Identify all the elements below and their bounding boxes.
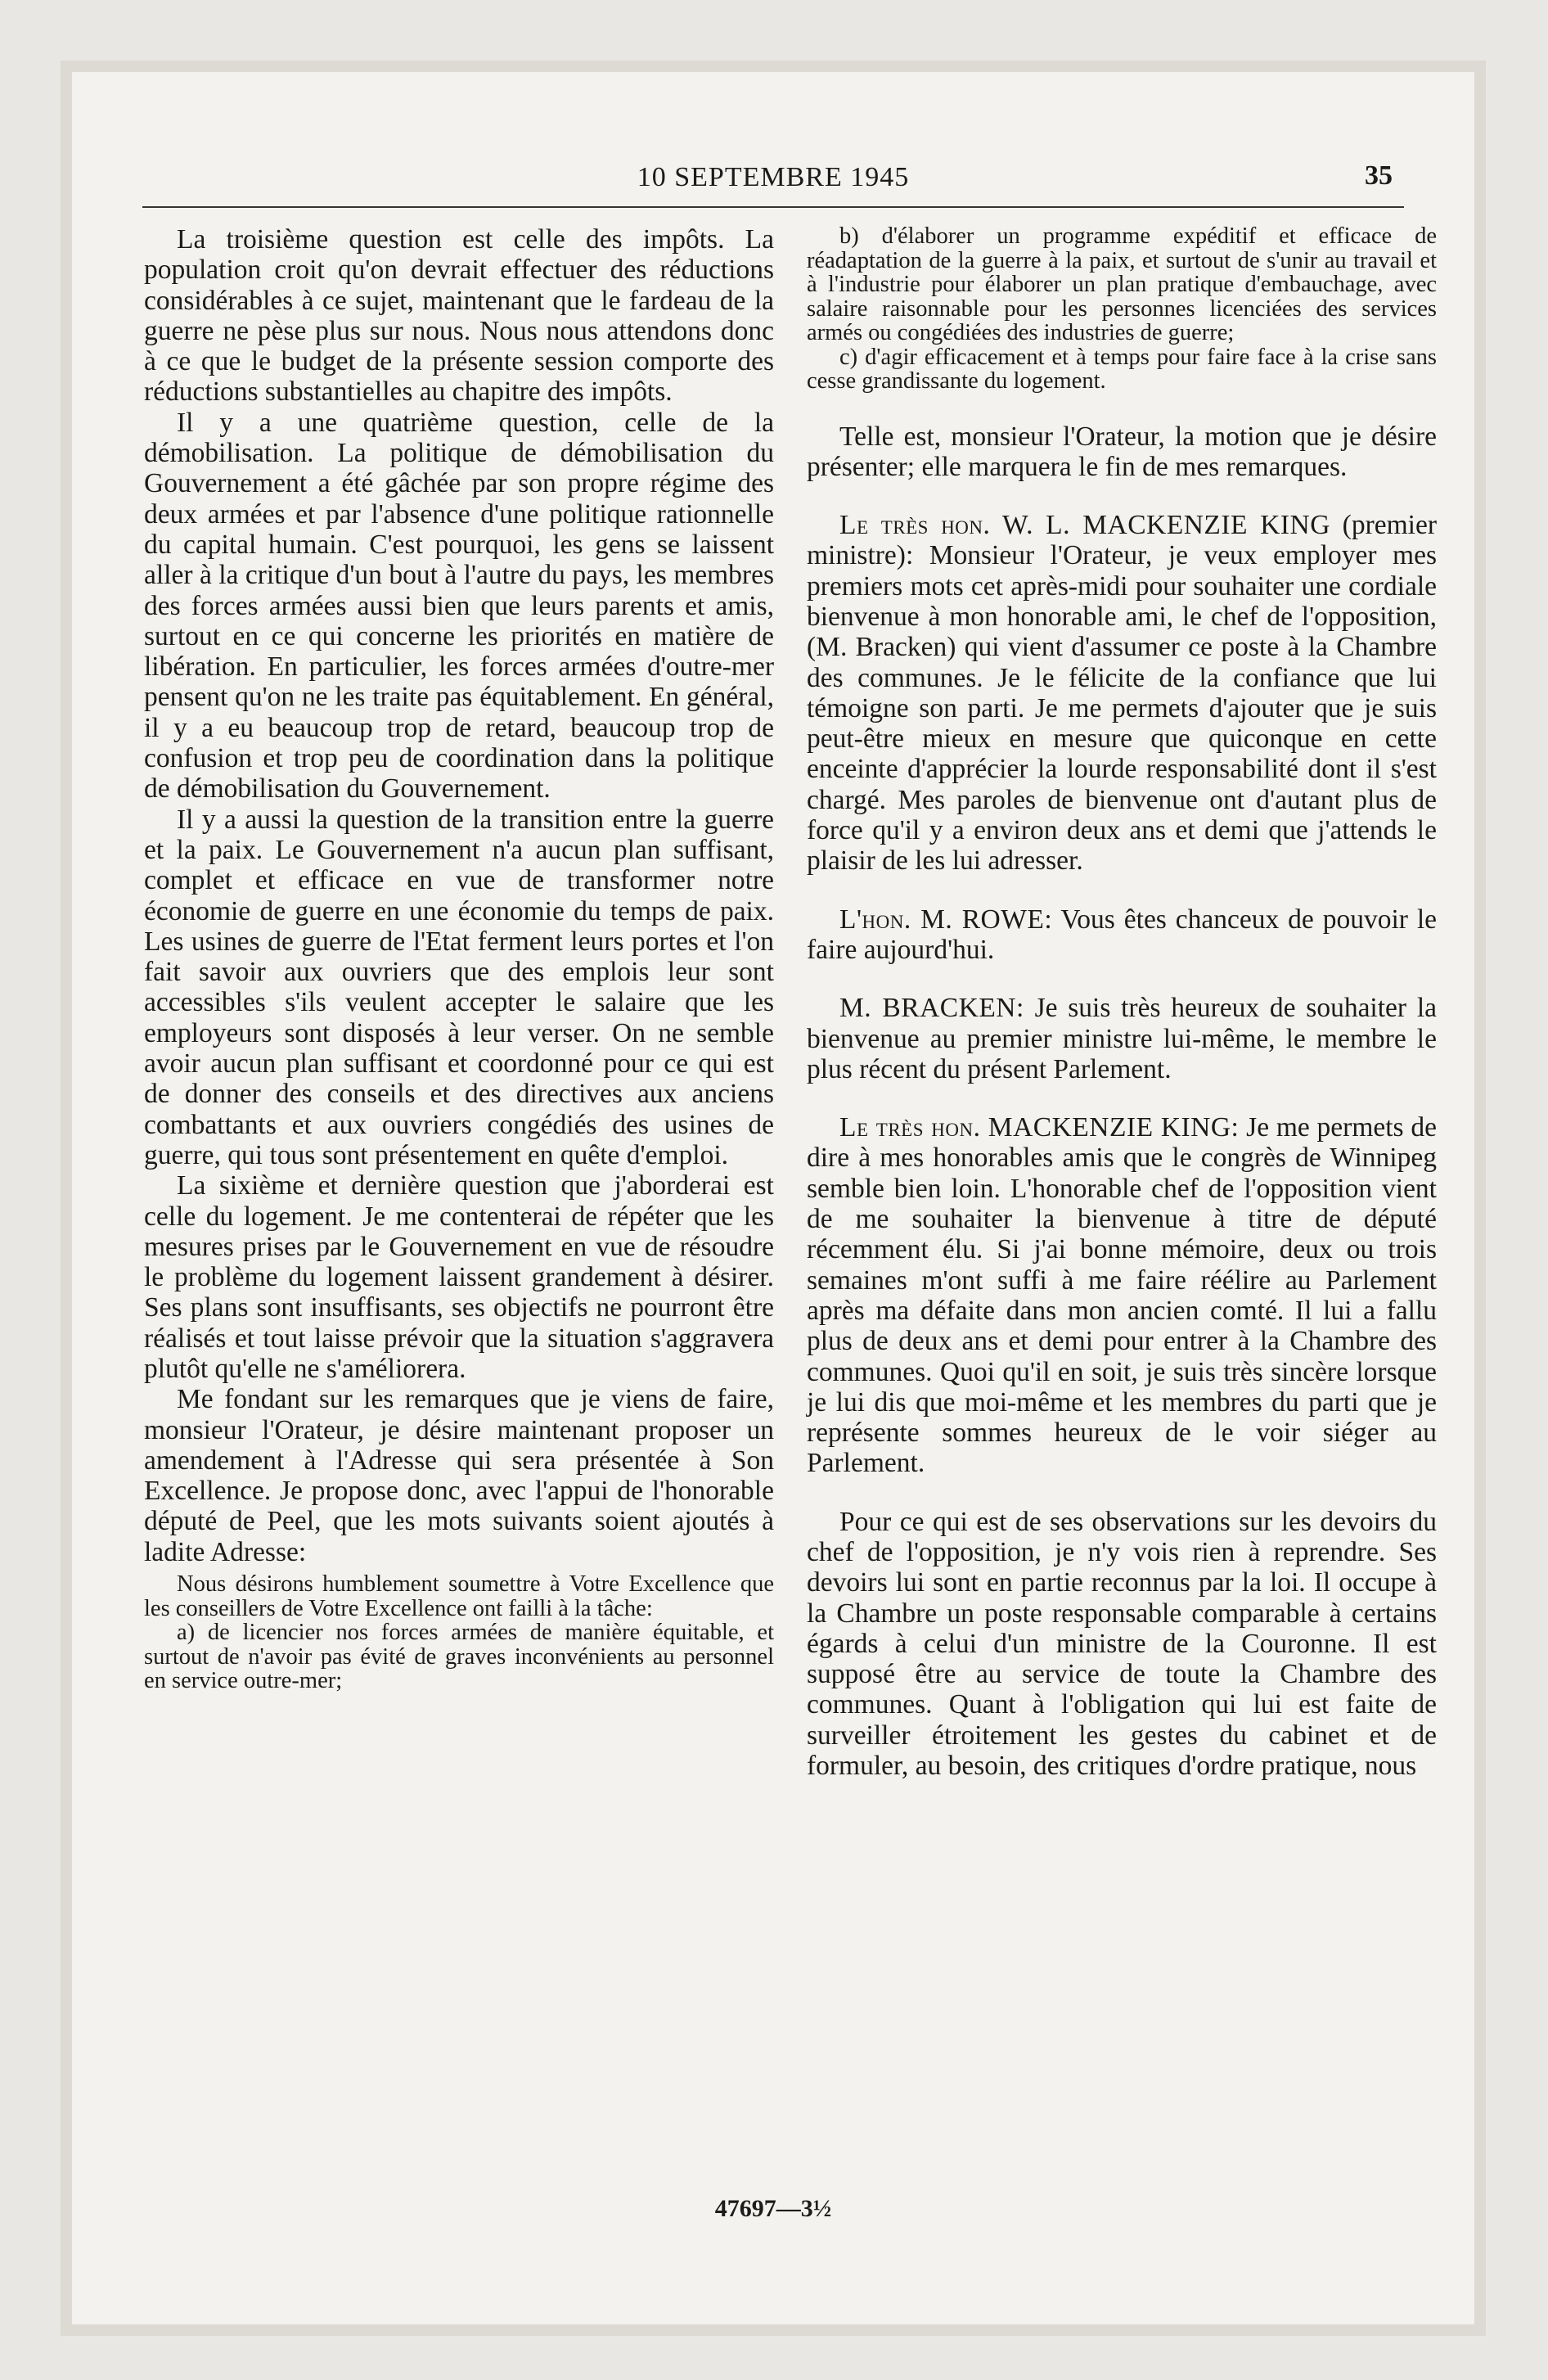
paragraph: Il y a aussi la question de la transition entre la guerre et la paix. Le Gouvernement n'a aucun plan suffisant, complet et efficace en vue de transformer notre économie de guerre en une économie du temps de paix. Les usines de guerre de l'Etat ferment leurs portes et l'on fait savoir aux ouvriers que des emplois leur sont accessibles s'ils veulent accepter le salaire que les employeurs sont disposés à leur verser. On ne semble avoir aucun plan suffisant et coordonné pour ce qui est de donner des conseils et des directives aux anciens combattants et aux ouvriers congédiés des usines de guerre, qui tous sont présentement en quête d'emploi. bbox=[144, 804, 774, 1170]
speech-paragraph bbox=[807, 1112, 1437, 1479]
page-date: 10 SEPTEMBRE 1945 bbox=[637, 162, 910, 192]
header-rule bbox=[142, 206, 1404, 208]
paragraph bbox=[807, 1507, 1437, 1782]
motion-continued bbox=[807, 224, 1437, 394]
motion-item-c: c) d'agir efficacement et à temps pour faire face à la crise sans cesse grandissante du logement. bbox=[807, 344, 1437, 394]
speech-text: Je suis très heureux de souhaiter la bienvenue au premier ministre lui-même, le membre le plus récent du présent Parlement. bbox=[807, 993, 1438, 1084]
left-column bbox=[144, 224, 774, 1693]
speaker-name: Le très hon. MACKENZIE KING: bbox=[839, 1112, 1240, 1143]
speech-text: Vous êtes chanceux de pouvoir le faire aujourd'hui. bbox=[807, 904, 1437, 965]
paragraph-text: Pour ce qui est de ses observations sur les devoirs du chef de l'opposition, je n'y vois rien à reprendre. Ses devoirs lui sont en partie reconnus par la loi. Il occupe à la Chambre un poste responsable comparable à certains égards à celui d'un ministre de la Couronne. Il est supposé être au service de toute la Chambre des communes. Quant à l'obligation qui lui est faite de surveiller étroitement les gestes du cabinet et de formuler, au besoin, des critiques d'ordre pratique, nous bbox=[807, 1506, 1437, 1782]
motion-item-b: b) d'élaborer un programme expéditif et efficace de réadaptation de la guerre à la paix, et surtout de s'unir au travail et à l'industrie pour élaborer un plan pratique d'embauchage, avec salaire raisonnable pour les personnes licenciées des services armés ou congédiées des industries de guerre; bbox=[807, 223, 1437, 345]
paragraph: Il y a une quatrième question, celle de la démobilisation. La politique de démobilisation du Gouvernement a été gâchée par son propre régime des deux armées et par l'absence d'une politique rationnelle du capital humain. C'est pourquoi, les gens se laissent aller à la critique d'un bout à l'autre du pays, les membres des forces armées aussi bien que leurs parents et amis, surtout en ce qui concerne les priorités en matière de libération. En particulier, les forces armées d'outre-mer pensent qu'on ne les traite pas équitablement. En général, il y a eu beaucoup trop de retard, beaucoup trop de confusion et trop peu de coordination dans la politique de démobilisation du Gouvernement. bbox=[144, 407, 774, 805]
speaker-name: M. BRACKEN: bbox=[839, 993, 1024, 1024]
paragraph: La troisième question est celle des impôts. La population croit qu'on devrait effectuer des réductions considérables à ce sujet, maintenant que le fardeau de la guerre ne pèse plus sur nous. Nous nous attendons donc à ce que le budget de la présente session comporte des réductions substantielles au chapitre des impôts. bbox=[144, 224, 774, 408]
paragraph-text: Telle est, monsieur l'Orateur, la motion que je désire présenter; elle marquera le fin de mes remarques. bbox=[807, 421, 1437, 482]
printer-signature: 47697—3½ bbox=[714, 2195, 832, 2222]
motion-intro: Nous désirons humblement soumettre à Votre Excellence que les conseillers de Votre Excellence ont failli à la tâche: bbox=[144, 1571, 774, 1621]
scan-background bbox=[61, 61, 1486, 2336]
speech-text: (premier ministre): Monsieur l'Orateur, je veux employer mes premiers mots cet après-midi pour souhaiter une cordiale bienvenue à mon honorable ami, le chef de l'opposition, (M. Bracken) qui vient d'assumer ce poste à la Chambre des communes. Je le félicite de la confiance que lui témoigne son parti. Je me permets d'ajouter que je suis peut-être mieux en mesure que quiconque en cette enceinte d'apprécier la lourde responsabilité dont il s'est chargé. Mes paroles de bienvenue ont d'autant plus de force qu'il y a environ deux ans et demi que j'attends le plaisir de les lui adresser. bbox=[807, 510, 1437, 877]
speech-paragraph bbox=[807, 993, 1437, 1084]
paragraph bbox=[807, 421, 1437, 483]
page-number: 35 bbox=[1365, 160, 1393, 191]
speech-paragraph bbox=[807, 510, 1437, 877]
motion-item-a: a) de licencier nos forces armées de manière équitable, et surtout de n'avoir pas évité de graves inconvénients au personnel en service outre-mer; bbox=[144, 1620, 774, 1694]
paragraph: La sixième et dernière question que j'aborderai est celle du logement. Je me contenterai de répéter que les mesures prises par le Gouvernement en vue de résoudre le problème du logement laissent grandement à désirer. Ses plans sont insuffisants, ses objectifs ne pourront être réalisés et tout laisse prévoir que la situation s'aggravera plutôt qu'elle ne s'améliorera. bbox=[144, 1170, 774, 1384]
right-column bbox=[807, 224, 1437, 1781]
speech-paragraph bbox=[807, 904, 1437, 966]
paragraph: Me fondant sur les remarques que je viens de faire, monsieur l'Orateur, je désire maintenant proposer un amendement à l'Adresse qui sera présentée à Son Excellence. Je propose donc, avec l'appui de l'honorable député de Peel, que les mots suivants soient ajoutés à ladite Adresse: bbox=[144, 1384, 774, 1567]
speaker-name: Le très hon. W. L. MACKENZIE KING bbox=[839, 510, 1330, 541]
page bbox=[72, 72, 1474, 2324]
speaker-name: L'hon. M. ROWE: bbox=[839, 904, 1053, 935]
speech-text: Je me permets de dire à mes honorables amis que le congrès de Winnipeg semble bien loin. L'honorable chef de l'opposition vient de me souhaiter la bienvenue à titre de député récemment élu. Si j'ai bonne mémoire, deux ou trois semaines m'ont suffi à me faire réélire au Parlement après ma défaite dans mon ancien comté. Il lui a fallu plus de deux ans et demi pour entrer à la Chambre des communes. Quoi qu'il en soit, je suis très sincère lorsque je lui dis que moi-même et les membres du parti que je représente sommes heureux de le voir siéger au Parlement. bbox=[807, 1112, 1437, 1479]
motion-text bbox=[144, 1572, 774, 1693]
